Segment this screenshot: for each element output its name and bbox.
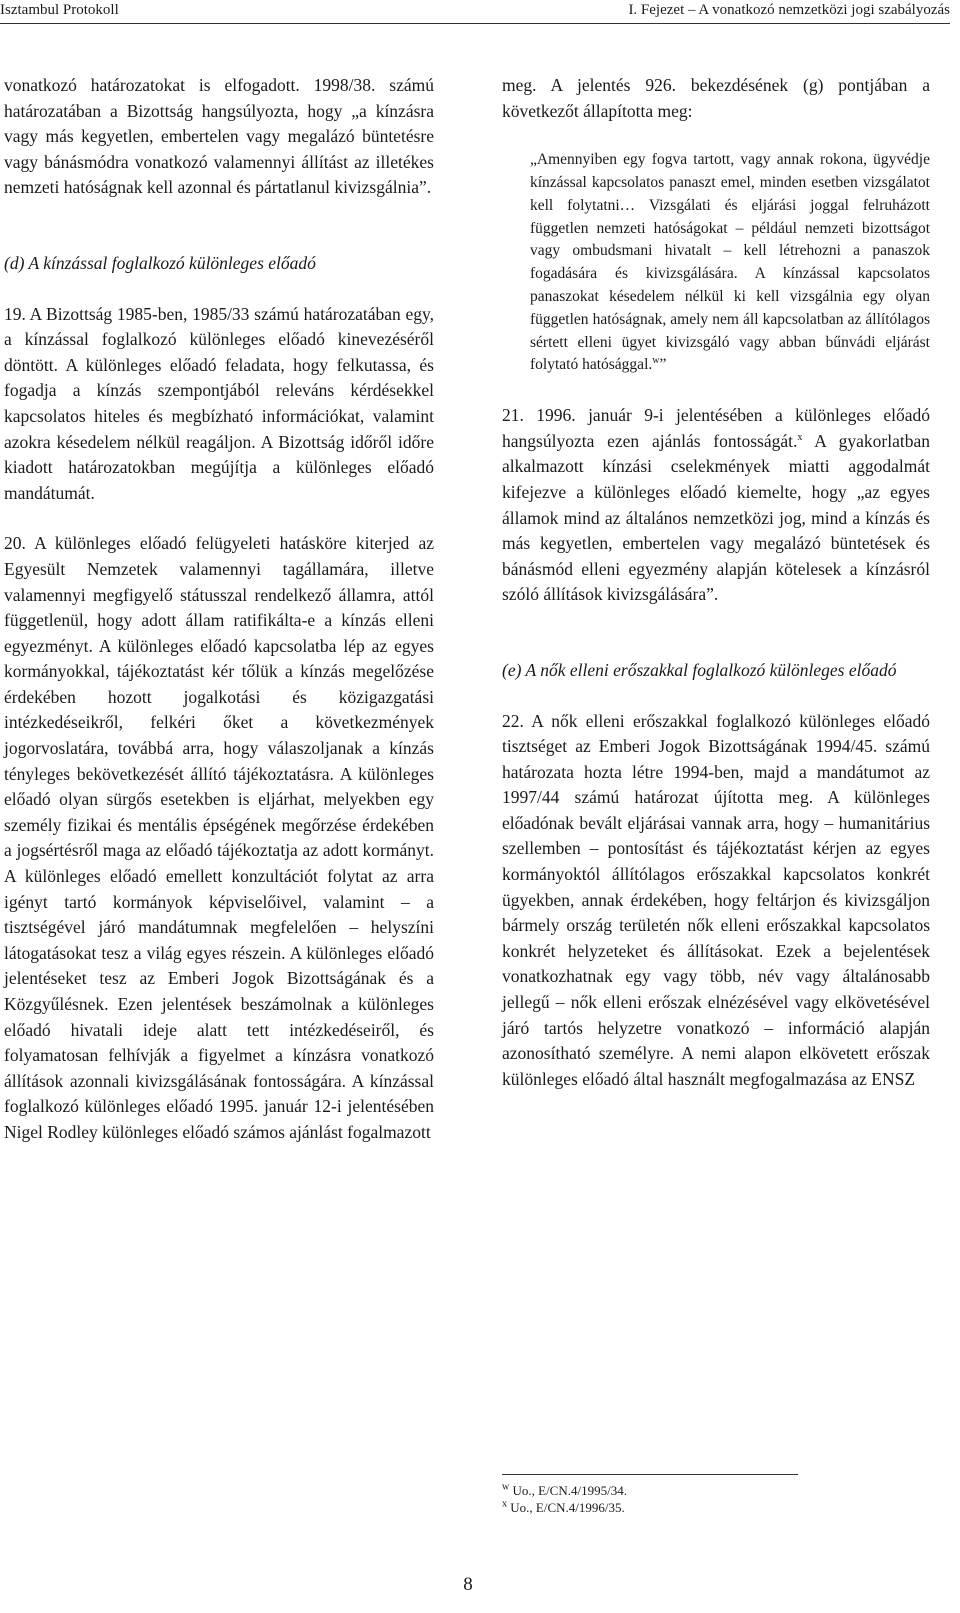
page-header: [0, 0, 960, 22]
footnote-text: Uo., E/CN.4/1996/35.: [507, 1500, 625, 1515]
footnote-divider: [502, 1474, 798, 1475]
quote-close: ”: [659, 356, 667, 374]
block-quote: [502, 149, 930, 377]
header-divider: [0, 23, 950, 24]
section-heading-d: (d) A kínzással foglalkozó különleges előadó: [4, 252, 316, 273]
footnote-mark: x: [502, 1498, 507, 1510]
page-number: 8: [463, 1574, 473, 1595]
paragraph-20: 20. A különleges előadó felügyeleti hatásköre kiterjed az Egyesült Nemzetek valamennyi tagállamára, illetve valamennyi megfigyelő státusszal rendelkező államra, attól függetlenül, hogy adott állam ratifikálta-e a kínzás elleni egyezményt. A különleges előadó kapcsolatba lép az egyes kormányokkal, tájékoztatást kér tőlük a kínzás megelőzése érdekében hozott jogalkotási és közigazgatási intézkedéseikről, felkéri őket a következmények jogorvoslatára, továbbá arra, hogy válaszoljanak a kínzás tényleges bekövetkezését állító tájékoztatásra. A különleges előadó olyan sürgős esetekben is eljárhat, melyekben egy személy fizikai és mentális épségének megőrzése érdekében a jogsértésről maga az előadó tájékoztatja az adott kormányt. A különleges előadó emellett konzultációt folytat az arra igényt tartó kormányok képviselőivel, valamint – a tisztségével járó mandátumnak megfelelően – helyszíni látogatásokat tesz a világ egyes részein. A különleges előadó jelentéseket tesz az Emberi Jogok Bizottságának és a Közgyűlésnek. Ezen jelentések beszámolnak a különleges előadó hivatali ideje alatt tett intézkedéseiről, és folyamatosan felhívják a figyelmet a kínzásra vonatkozó állítások azonnali kivizsgálásának fontosságára. A kínzással foglalkozó különleges előadó 1995. január 12-i jelentésében Nigel Rodley különleges előadó számos ajánlást fogalmazott: [4, 533, 434, 1142]
paragraph-19: 19. A Bizottság 1985-ben, 1985/33 számú határozatában egy, a kínzással foglalkozó különleges előadó kinevezéséről döntött. A különleges előadó feladata, hogy felkutassa, és fogadja a kínzás szempontjából releváns kérdésekkel kapcsolatos hiteles és megbízható információkat, valamint azokra késedelem nélkül reagáljon. A Bizottság időről időre kiadott határozatokban megújítja a különleges előadó mandátumát.: [4, 303, 434, 503]
footnote-w: [502, 1482, 932, 1499]
footnote-ref-x: x: [797, 431, 803, 443]
running-header-chapter: I. Fejezet – A vonatkozó nemzetközi jogi szabályozás: [628, 2, 950, 18]
paragraph-22: 22. A nők elleni erőszakkal foglalkozó különleges előadó tisztséget az Emberi Jogok Bizottságának 1994/45. számú határozata hozta létre 1994-ben, majd a mandátumot az 1997/44 számú határozat újította meg. A különleges előadónak bevált eljárásai vannak arra, hogy – humanitárius szellemben – pontosítást és tájékoztatást kérjen az egyes kormányoktól állítólagos erőszakkal kapcsolatos konkrét ügyekben, annak érdekében, hogy feltárjon és kivizsgáljon bármely ország területén nők elleni erőszakkal kapcsolatos konkrét helyzeteket és állításokat. Ezek a bejelentések vonatkozhatnak egy vagy több, név vagy általánosabb jellegű – nők elleni erőszak elnézésével vagy elkövetésével járó tartós helyzetre vonatkozó – információ alapján azonosítható személyre. A nemi alapon elkövetett erőszak különleges előadó által használt megfogalmazása az ENSZ: [502, 710, 930, 1089]
right-column: [502, 73, 930, 1092]
footnotes: [502, 1482, 932, 1516]
quote-text: „Amennyiben egy fogva tartott, vagy annak rokona, ügyvédje kínzással kapcsolatos panaszt emel, minden esetben vizsgálatot kell folytatni… Vizsgálati és eljárási joggal felruházott független nemzeti hatóságokat – például nemzeti bizottságot vagy ombudsmani hivatalt – kell létrehozni a panaszok fogadására és kivizsgálására. A kínzással kapcsolatos panaszokat késedelem nélkül ki kell vizsgálnia egy olyan független hatóságnak, amely nem áll kapcsolatban az állítólagos sértett elleni ügyet kivizsgáló vagy abban bűnvádi eljárást folytató hatósággal.: [530, 151, 930, 374]
footnote-ref-w: w: [652, 355, 660, 367]
paragraph-21-part-a: 21. 1996. január 9-i jelentésében a különleges előadó hangsúlyozta ezen ajánlás fontosságát.: [502, 405, 930, 451]
section-heading-e: (e) A nők elleni erőszakkal foglalkozó különleges előadó: [502, 659, 897, 680]
footnote-mark: w: [502, 1481, 510, 1493]
footnote-text: Uo., E/CN.4/1995/34.: [509, 1483, 627, 1498]
running-header-title: Isztambul Protokoll: [0, 2, 119, 18]
left-column: [4, 73, 434, 1146]
paragraph-continuation: meg. A jelentés 926. bekezdésének (g) pontjában a következőt állapította meg:: [502, 75, 930, 121]
footnote-x: [502, 1499, 932, 1516]
paragraph-21: [502, 403, 930, 608]
paragraph-21-part-b: A gyakorlatban alkalmazott kínzási cselekmények miatti aggodalmát kifejezve a különleges előadó kiemelte, hogy „az egyes államok mind az általános nemzetközi jog, mind a kínzás és más kegyetlen, embertelen vagy megalázó büntetések és bánásmód elleni egyezmény alapján kötelesek a kínzásról szóló állítások kivizsgálására”.: [502, 430, 931, 605]
paragraph-intro: vonatkozó határozatokat is elfogadott. 1998/38. számú határozatában a Bizottság hangsúlyozta, hogy „a kínzásra vagy más kegyetlen, embertelen vagy megalázó büntetésre vagy bánásmódra vonatkozó valamennyi állítást az illetékes nemzeti hatóságnak kell azonnal és pártatlanul kivizsgálnia”.: [4, 75, 434, 198]
